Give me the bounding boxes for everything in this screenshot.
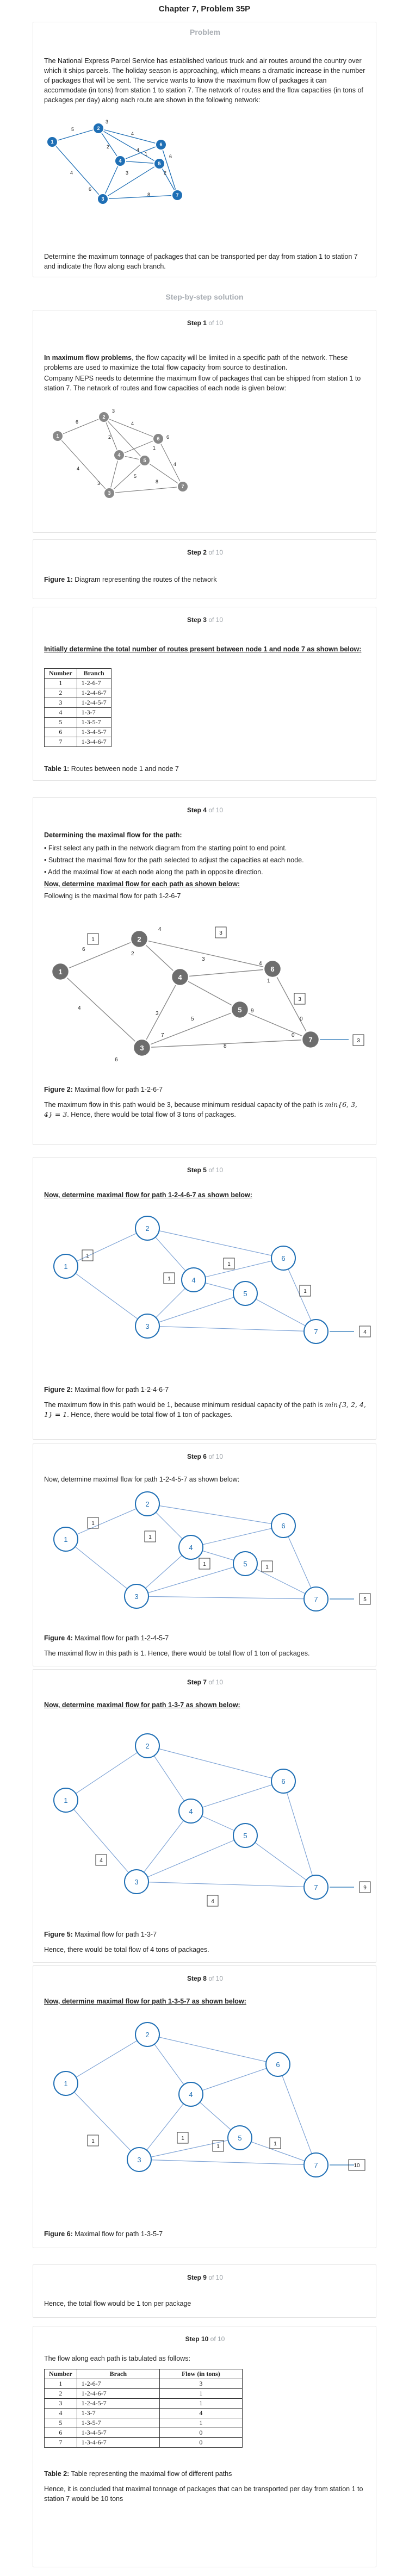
svg-text:5: 5	[243, 1290, 247, 1298]
svg-text:7: 7	[314, 1328, 318, 1336]
step-card	[33, 1157, 376, 1440]
svg-text:1: 1	[265, 1564, 269, 1570]
flow-table: Number Brach Flow (in tons) 1 1-2-6-7 3 2 1-2-4-6-7 1 3 1-2-4-5-7 1 4 1-3-7 4 5 1-3-5-7 1 6 1-3-4-5-7 0 7 1-3-4-6-7 0	[44, 2369, 243, 2448]
step-card	[33, 310, 376, 533]
svg-text:0: 0	[300, 1016, 303, 1022]
table-row: 4 1-3-7 4	[45, 2409, 243, 2418]
step-text: In maximum flow problems, the flow capacity will be limited in a specific path of the network. These problems are used to maximize the total flow capacity from source to destination.	[44, 354, 348, 371]
step-card	[33, 2326, 376, 2567]
step-heading: Determining the maximal flow for the path:	[44, 831, 182, 839]
svg-text:7: 7	[181, 484, 184, 489]
table-row: 3 1-2-4-5-7 1	[45, 2399, 243, 2409]
routes-network-diagram	[44, 406, 366, 526]
svg-text:1: 1	[64, 2080, 68, 2088]
svg-text:4: 4	[191, 1276, 196, 1284]
problem-network-diagram	[39, 115, 371, 256]
step-heading: Now, determine maximal flow for path 1-2-4-5-7 as shown below:	[44, 1476, 240, 1483]
figure-caption: Figure 2: Maximal flow for path 1-2-6-7	[44, 1086, 163, 1093]
svg-text:4: 4	[158, 926, 162, 932]
svg-text:2: 2	[107, 144, 110, 150]
page-title: Chapter 7, Problem 35P	[158, 4, 251, 14]
problem-question: Determine the maximum tonnage of packages that can be transported per day from station 1 to station 7 and indicate the flow along each branch.	[44, 253, 358, 270]
svg-text:1: 1	[181, 2136, 184, 2142]
svg-text:6: 6	[281, 1254, 286, 1262]
step-text: Hence, the total flow would be 1 ton per package	[44, 2300, 191, 2307]
svg-text:1: 1	[216, 2144, 220, 2150]
net-node-label: 1	[51, 139, 54, 145]
svg-text:1: 1	[168, 1276, 171, 1282]
step-header: Step 1 of 10	[187, 319, 224, 327]
figure-caption: Figure 4: Maximal flow for path 1-2-4-5-7	[44, 1634, 169, 1642]
svg-text:6: 6	[166, 434, 170, 440]
step-card	[33, 607, 376, 781]
problem-card	[33, 22, 376, 277]
step-bullet: • First select any path in the network diagram from the starting point to end point.	[44, 844, 287, 852]
svg-text:1: 1	[153, 445, 156, 451]
step-subheading: Now, determine maximal flow for each path as shown below:	[44, 880, 240, 888]
svg-text:6: 6	[169, 154, 172, 159]
svg-text:1: 1	[56, 433, 59, 439]
net-node-label: 3	[101, 196, 104, 202]
svg-text:4: 4	[363, 1329, 367, 1335]
svg-text:0: 0	[292, 1032, 295, 1038]
figure-caption: Figure 6: Maximal flow for path 1-3-5-7	[44, 2230, 163, 2238]
table-row: 5 1-3-5-7	[45, 718, 111, 727]
step-header: Step 2 of 10	[187, 549, 224, 556]
routes-table: Number Branch 1 1-2-6-7 2 1-2-4-6-7 3 1-2-4-5-7 4 1-3-7 5 1-3-5-7 6 1-3-4-5-7 7 1-3-4-6-7	[44, 668, 111, 747]
svg-text:3: 3	[219, 930, 222, 936]
svg-text:10: 10	[354, 2163, 360, 2169]
figure-caption: Figure 5: Maximal flow for path 1-3-7	[44, 1931, 157, 1938]
svg-text:3: 3	[134, 1878, 139, 1886]
step-card	[33, 1965, 376, 2248]
table-row: 7 1-3-4-6-7	[45, 737, 111, 747]
table-row: 2 1-2-4-6-7	[45, 688, 111, 698]
step-card	[33, 1443, 376, 1666]
net-node-label: 2	[97, 126, 100, 131]
svg-text:1: 1	[91, 2138, 95, 2144]
step-header: Step 4 of 10	[187, 806, 224, 814]
svg-text:1: 1	[64, 1796, 68, 1805]
svg-text:5: 5	[143, 458, 146, 463]
svg-text:3: 3	[156, 1011, 159, 1017]
svg-text:4: 4	[70, 170, 73, 176]
svg-text:1: 1	[303, 1289, 307, 1295]
svg-text:3: 3	[298, 997, 301, 1003]
svg-text:3: 3	[357, 1038, 360, 1044]
figure-caption: Figure 1: Diagram representing the routes of the network	[44, 576, 217, 583]
table-row: 3 1-2-4-5-7	[45, 698, 111, 708]
step-header: Step 3 of 10	[187, 616, 224, 624]
svg-text:4: 4	[211, 1899, 214, 1905]
svg-text:6: 6	[281, 1522, 286, 1530]
svg-text:3: 3	[106, 119, 109, 125]
svg-text:3: 3	[108, 490, 111, 496]
solution-heading: Step-by-step solution	[165, 293, 244, 301]
step-card	[33, 2264, 376, 2318]
svg-text:4: 4	[189, 1544, 193, 1552]
step-bullet: • Subtract the maximal flow for the path selected to adjust the capacities at each node.	[44, 856, 304, 864]
svg-text:3: 3	[140, 1044, 144, 1052]
step-header: Step 6 of 10	[187, 1453, 224, 1460]
step-card	[33, 797, 376, 1145]
svg-text:5: 5	[243, 1832, 247, 1840]
svg-text:1: 1	[148, 1534, 152, 1540]
svg-text:6: 6	[115, 1057, 118, 1063]
svg-text:5: 5	[134, 474, 137, 479]
table-row: 7 1-3-4-6-7 0	[45, 2438, 243, 2448]
table-row: 1 1-2-6-7	[45, 679, 111, 688]
svg-text:1: 1	[91, 937, 95, 943]
svg-text:4: 4	[78, 1005, 81, 1011]
svg-text:6: 6	[276, 2061, 280, 2069]
svg-text:6: 6	[281, 1777, 286, 1785]
svg-text:6: 6	[76, 419, 79, 425]
step-card	[33, 1669, 376, 1963]
svg-text:2: 2	[108, 434, 111, 440]
svg-text:8: 8	[224, 1043, 227, 1049]
svg-text:4: 4	[100, 1858, 103, 1864]
step-card	[33, 539, 376, 599]
svg-text:7: 7	[161, 1032, 164, 1038]
svg-text:3: 3	[97, 481, 101, 486]
step-header: Step 10 of 10	[185, 2335, 225, 2343]
svg-text:7: 7	[314, 1883, 318, 1891]
svg-text:5: 5	[243, 1560, 247, 1568]
svg-text:4: 4	[77, 466, 80, 471]
svg-text:1: 1	[145, 151, 148, 157]
svg-text:1: 1	[58, 968, 63, 976]
maxflow-figure-1-2-4-6-7	[44, 1206, 366, 1375]
svg-text:1: 1	[267, 978, 270, 984]
table-row: 6 1-3-4-5-7	[45, 727, 111, 737]
svg-text:7: 7	[308, 1036, 313, 1044]
svg-text:2: 2	[164, 170, 167, 176]
table-caption: Table 1: Routes between node 1 and node 7	[44, 765, 179, 773]
svg-text:3: 3	[134, 1592, 139, 1601]
svg-text:2: 2	[145, 2031, 150, 2039]
svg-text:1: 1	[64, 1535, 68, 1544]
svg-text:1: 1	[203, 1561, 206, 1567]
svg-text:6: 6	[89, 186, 92, 192]
step-heading: Now, determine maximal flow for path 1-2-4-6-7 as shown below:	[44, 1191, 252, 1199]
table-row: 4 1-3-7	[45, 708, 111, 718]
net-node-label: 5	[158, 161, 161, 166]
step-heading: Now, determine maximal flow for path 1-3-5-7 as shown below:	[44, 1998, 246, 2005]
svg-text:1: 1	[86, 1253, 89, 1259]
table-row: 5 1-3-5-7 1	[45, 2418, 243, 2428]
step-text: The maximum flow in this path would be 3, because minimum residual capacity of the path is min{6, 3, 4} = 3. Hence, there would be total flow of 3 tons of packages.	[44, 1100, 357, 1118]
svg-text:5: 5	[191, 1016, 194, 1022]
svg-text:5: 5	[71, 127, 75, 132]
svg-text:7: 7	[314, 2161, 318, 2169]
svg-text:9: 9	[363, 1885, 367, 1891]
figure-caption: Figure 2: Maximal flow for path 1-2-4-6-7	[44, 1386, 169, 1393]
svg-text:2: 2	[145, 1742, 150, 1750]
step-text: Company NEPS needs to determine the maximum flow of packages that can be shipped from station 1 to station 7. The network of routes and flow capacities of each node is given below:	[44, 375, 361, 392]
svg-text:2: 2	[145, 1224, 150, 1233]
svg-text:2: 2	[102, 414, 106, 420]
maxflow-figure-1-2-4-5-7	[44, 1488, 366, 1629]
table-row: 6 1-3-4-5-7 0	[45, 2428, 243, 2438]
problem-heading: Problem	[189, 28, 220, 36]
svg-text:4: 4	[173, 462, 177, 467]
svg-text:2: 2	[145, 1500, 150, 1508]
svg-text:5: 5	[238, 2134, 242, 2142]
svg-text:9: 9	[251, 1008, 254, 1014]
step-text: The flow along each path is tabulated as follows:	[44, 2355, 190, 2362]
svg-text:3: 3	[202, 956, 205, 962]
svg-text:4: 4	[117, 452, 121, 458]
svg-text:3: 3	[145, 1322, 150, 1330]
svg-text:4: 4	[189, 1807, 193, 1815]
table-caption: Table 2: Table representing the maximal flow of different paths	[44, 2470, 232, 2478]
table-row: 1 1-2-6-7 3	[45, 2379, 243, 2389]
net-node-label: 4	[119, 158, 122, 164]
step-header: Step 9 of 10	[187, 2274, 224, 2281]
maxflow-figure-1-3-5-7	[44, 2013, 366, 2208]
svg-text:7: 7	[314, 1595, 318, 1603]
svg-text:8: 8	[156, 479, 159, 484]
table-row: 2 1-2-4-6-7 1	[45, 2389, 243, 2399]
svg-text:4: 4	[131, 421, 134, 426]
step-heading: Now, determine maximal flow for path 1-3-7 as shown below:	[44, 1701, 240, 1709]
svg-text:1: 1	[274, 2141, 277, 2147]
svg-text:1: 1	[91, 1521, 95, 1527]
maxflow-figure-1-3-7	[44, 1719, 366, 1925]
step-text: Hence, there would be total flow of 4 tons of packages.	[44, 1946, 209, 1953]
svg-text:3: 3	[126, 170, 129, 176]
step-text: The maximal flow in this path is 1. Hence, there would be total flow of 1 ton of packages.	[44, 1650, 310, 1657]
net-node-label: 7	[176, 192, 179, 198]
svg-text:3: 3	[112, 408, 115, 414]
svg-text:4: 4	[189, 2090, 193, 2099]
svg-text:4: 4	[137, 147, 140, 153]
step-conclusion: Hence, it is concluded that maximal tonnage of packages that can be transported per day from station 1 to station 7 would be 10 tons	[44, 2485, 363, 2503]
svg-text:6: 6	[270, 965, 275, 973]
step-header: Step 7 of 10	[187, 1678, 224, 1686]
svg-text:2: 2	[137, 935, 141, 943]
svg-text:2: 2	[131, 951, 134, 957]
step-text: Following is the maximal flow for path 1-2-6-7	[44, 892, 181, 900]
svg-text:5: 5	[363, 1597, 367, 1603]
step-header: Step 8 of 10	[187, 1975, 224, 1982]
step-bullet: • Add the maximal flow at each node along the path in opposite direction.	[44, 868, 263, 876]
problem-text: The National Express Parcel Service has established various truck and air routes around the country over which it ships parcels. The holiday season is approaching, which means a dramatic increase in the number of packages that will be sent. The service wants to know the maximum flow of packages it can accommodate (in tons) from station 1 to station 7. The network of routes and the flow capacities (in tons of packages per day) along each route are shown in the following network:	[44, 57, 365, 104]
svg-text:1: 1	[64, 1262, 68, 1271]
svg-text:4: 4	[259, 961, 262, 967]
svg-text:8: 8	[147, 192, 151, 197]
maxflow-figure-1-2-6-7	[44, 906, 366, 1075]
svg-text:6: 6	[157, 436, 160, 441]
svg-text:3: 3	[137, 2156, 141, 2164]
step-header: Step 5 of 10	[187, 1166, 224, 1174]
svg-text:4: 4	[178, 973, 182, 981]
svg-text:6: 6	[82, 947, 85, 953]
step-text: The maximum flow in this path would be 1, because minimum residual capacity of the path is min{3, 2, 4, 1} = 1. Hence, there would be total flow of 1 ton of packages.	[44, 1401, 366, 1418]
svg-text:1: 1	[227, 1261, 231, 1267]
step-heading: Initially determine the total number of routes present between node 1 and node 7 as shown below:	[44, 645, 362, 653]
svg-text:4: 4	[131, 131, 134, 136]
net-node-label: 6	[159, 142, 163, 147]
svg-text:5: 5	[238, 1006, 242, 1014]
